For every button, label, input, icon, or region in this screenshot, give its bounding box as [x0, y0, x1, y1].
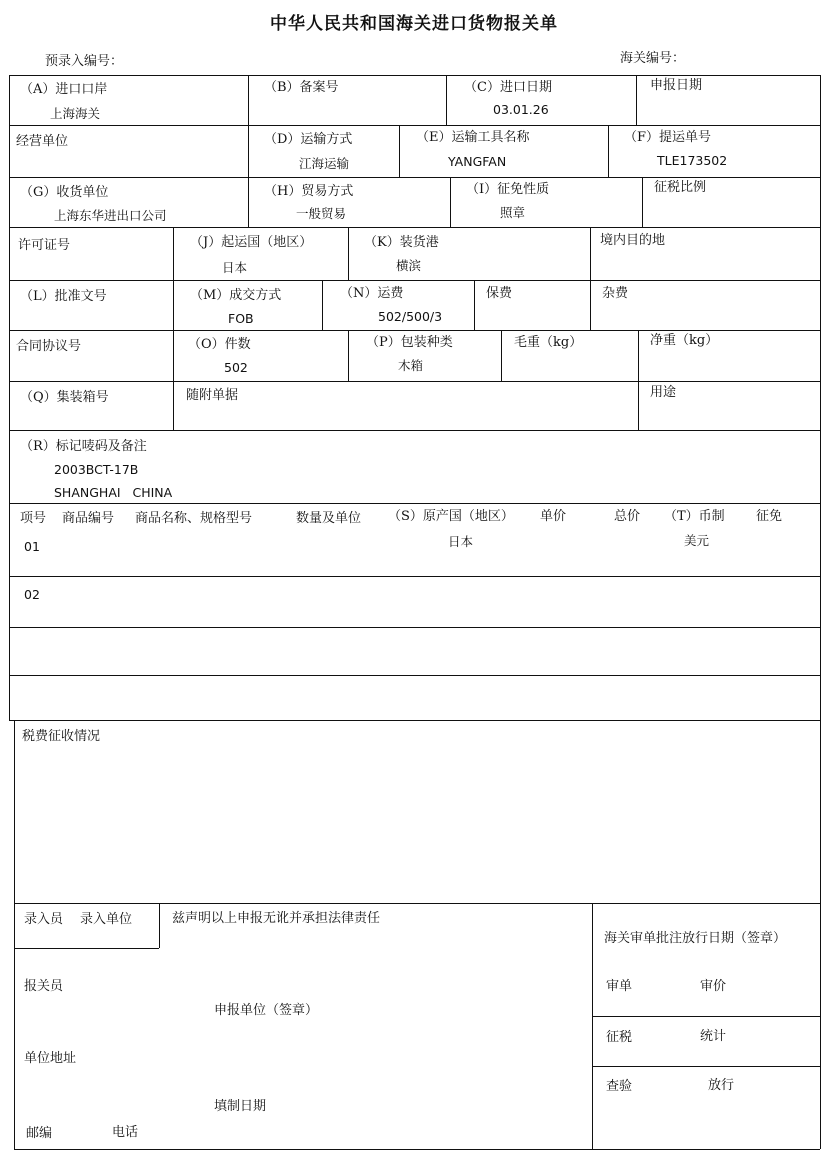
rule-r2-2	[399, 125, 400, 177]
marks-remarks-label: （R）标记唛码及备注	[20, 439, 147, 454]
rule-goods-3	[9, 675, 820, 676]
price-review-label: 审价	[700, 979, 727, 994]
deal-mode-label: （M）成交方式	[190, 288, 282, 303]
entry-port-value: 上海海关	[50, 106, 101, 121]
license-no-label: 许可证号	[18, 238, 71, 253]
deal-mode-value: FOB	[228, 311, 254, 326]
declare-date-label: 申报日期	[650, 78, 703, 93]
rule-r5-2	[322, 280, 323, 330]
rule-r7-1	[173, 381, 174, 430]
record-no-label: （B）备案号	[264, 80, 339, 95]
consignee-label: （G）收货单位	[20, 185, 109, 200]
tax-levy-label: 征税	[606, 1030, 633, 1045]
goods-row-2-no: 02	[24, 587, 40, 602]
rule-r6-2	[348, 330, 349, 381]
release-label: 放行	[708, 1078, 735, 1093]
operating-unit-label: 经营单位	[16, 134, 69, 149]
fill-date-label: 填制日期	[214, 1099, 267, 1114]
rule-r6-1	[173, 330, 174, 381]
rule-r3-1	[248, 177, 249, 227]
rule-r3-3	[642, 177, 643, 227]
usage-label: 用途	[650, 385, 677, 400]
entry-port-label: （A）进口口岸	[20, 82, 108, 97]
col-item-no: 项号	[20, 511, 47, 526]
rule-entry-box-bottom	[14, 948, 159, 949]
exemption-nature-label: （I）征免性质	[466, 182, 550, 197]
loading-port-label: （K）装货港	[364, 235, 439, 250]
package-type-value: 木箱	[398, 358, 424, 373]
declare-unit-seal-label: 申报单位（签章）	[214, 1003, 319, 1018]
vessel-name-label: （E）运输工具名称	[416, 130, 530, 145]
rule-left-upper	[9, 75, 10, 720]
form-title: 中华人民共和国海关进口货物报关单	[270, 14, 558, 34]
rule-footer-top	[14, 903, 820, 904]
rule-marks	[9, 503, 820, 504]
declaration-statement: 兹声明以上申报无讹并承担法律责任	[172, 911, 381, 926]
domestic-destination-label: 境内目的地	[600, 233, 666, 248]
rule-r1-1	[248, 75, 249, 125]
package-type-label: （P）包装种类	[366, 335, 453, 350]
trade-mode-value: 一般贸易	[296, 206, 347, 221]
rule-right-2	[592, 1066, 820, 1067]
rule-r7-2	[638, 381, 639, 430]
entry-clerk-label: 录入员	[24, 912, 64, 927]
import-date-label: （C）进口日期	[464, 80, 552, 95]
statistics-label: 统计	[700, 1029, 727, 1044]
marks-line-1: 2003BCT-17B	[54, 462, 139, 477]
col-unit-price: 单价	[540, 509, 567, 524]
col-origin-country: （S）原产国（地区）	[388, 509, 514, 524]
rule-goods-4	[9, 720, 820, 721]
pre-entry-number-label: 预录入编号：	[45, 54, 124, 69]
contract-no-label: 合同协议号	[16, 339, 82, 354]
approval-doc-label: （L）批准文号	[20, 289, 107, 304]
rule-r5-3	[474, 280, 475, 330]
tax-ratio-label: 征税比例	[654, 180, 707, 195]
phone-label: 电话	[112, 1125, 139, 1140]
rule-r5-4	[590, 280, 591, 330]
postcode-label: 邮编	[26, 1126, 53, 1141]
rule-r4-2	[348, 227, 349, 280]
transport-mode-value: 江海运输	[299, 156, 350, 171]
customs-number-label: 海关编号：	[620, 51, 686, 66]
col-quantity-unit: 数量及单位	[296, 511, 362, 526]
rule-r4-1	[173, 227, 174, 280]
rule-entry-box-right	[159, 903, 160, 948]
customs-broker-label: 报关员	[24, 979, 64, 994]
col-commodity-name: 商品名称、规格型号	[135, 511, 253, 526]
vessel-name-value: YANGFAN	[448, 154, 507, 169]
insurance-label: 保费	[486, 286, 513, 301]
piece-count-label: （O）件数	[188, 337, 251, 352]
col-commodity-code: 商品编号	[62, 511, 115, 526]
container-no-label: （Q）集装箱号	[20, 390, 109, 405]
bill-of-lading-label: （F）提运单号	[624, 130, 712, 145]
rule-row4	[9, 280, 820, 281]
tax-collection-label: 税费征收情况	[22, 729, 101, 744]
bill-of-lading-value: TLE173502	[657, 153, 728, 168]
rule-r6-4	[638, 330, 639, 381]
rule-r1-2	[446, 75, 447, 125]
loading-port-value: 横滨	[396, 258, 422, 273]
piece-count-value: 502	[224, 360, 248, 375]
import-date-value: 03.01.26	[493, 102, 549, 117]
goods-row-1-no: 01	[24, 539, 40, 554]
rule-footer-divider	[592, 903, 593, 1149]
rule-goods-1	[9, 576, 820, 577]
misc-fee-label: 杂费	[602, 286, 629, 301]
unit-address-label: 单位地址	[24, 1051, 77, 1066]
consignee-value: 上海东华进出口公司	[54, 208, 167, 223]
document-review-label: 审单	[606, 979, 633, 994]
entry-unit-label: 录入单位	[80, 912, 133, 927]
col-total-price: 总价	[614, 509, 641, 524]
transport-mode-label: （D）运输方式	[264, 132, 353, 147]
customs-approval-label: 海关审单批注放行日期（签章）	[604, 931, 787, 946]
rule-r6-3	[501, 330, 502, 381]
rule-right-1	[592, 1016, 820, 1017]
goods-row-1-origin: 日本	[448, 534, 474, 549]
exemption-nature-value: 照章	[500, 205, 526, 220]
gross-weight-label: 毛重（kg）	[514, 335, 583, 350]
net-weight-label: 净重（kg）	[650, 333, 719, 348]
rule-r3-2	[450, 177, 451, 227]
origin-country-value: 日本	[222, 260, 248, 275]
rule-row3	[9, 227, 820, 228]
rule-r5-1	[173, 280, 174, 330]
rule-r4-3	[590, 227, 591, 280]
rule-goods-2	[9, 627, 820, 628]
rule-row7	[9, 430, 820, 431]
freight-label: （N）运费	[340, 286, 404, 301]
rule-r2-1	[248, 125, 249, 177]
rule-row1	[9, 125, 820, 126]
col-exemption: 征免	[756, 509, 783, 524]
rule-right-upper	[820, 75, 821, 1149]
marks-line-2: SHANGHAI CHINA	[54, 485, 173, 500]
col-currency: （T）币制	[664, 509, 725, 524]
rule-row2	[9, 177, 820, 178]
rule-r1-3	[636, 75, 637, 125]
rule-row6	[9, 381, 820, 382]
rule-bottom	[14, 1149, 820, 1150]
rule-row5	[9, 330, 820, 331]
attached-docs-label: 随附单据	[186, 388, 239, 403]
inspection-label: 查验	[606, 1079, 633, 1094]
trade-mode-label: （H）贸易方式	[264, 184, 354, 199]
freight-value: 502/500/3	[378, 309, 443, 324]
origin-country-label: （J）起运国（地区）	[190, 235, 313, 250]
rule-top	[9, 75, 820, 76]
rule-left-lower	[14, 720, 15, 1149]
rule-r2-3	[608, 125, 609, 177]
goods-row-1-currency: 美元	[684, 533, 710, 548]
